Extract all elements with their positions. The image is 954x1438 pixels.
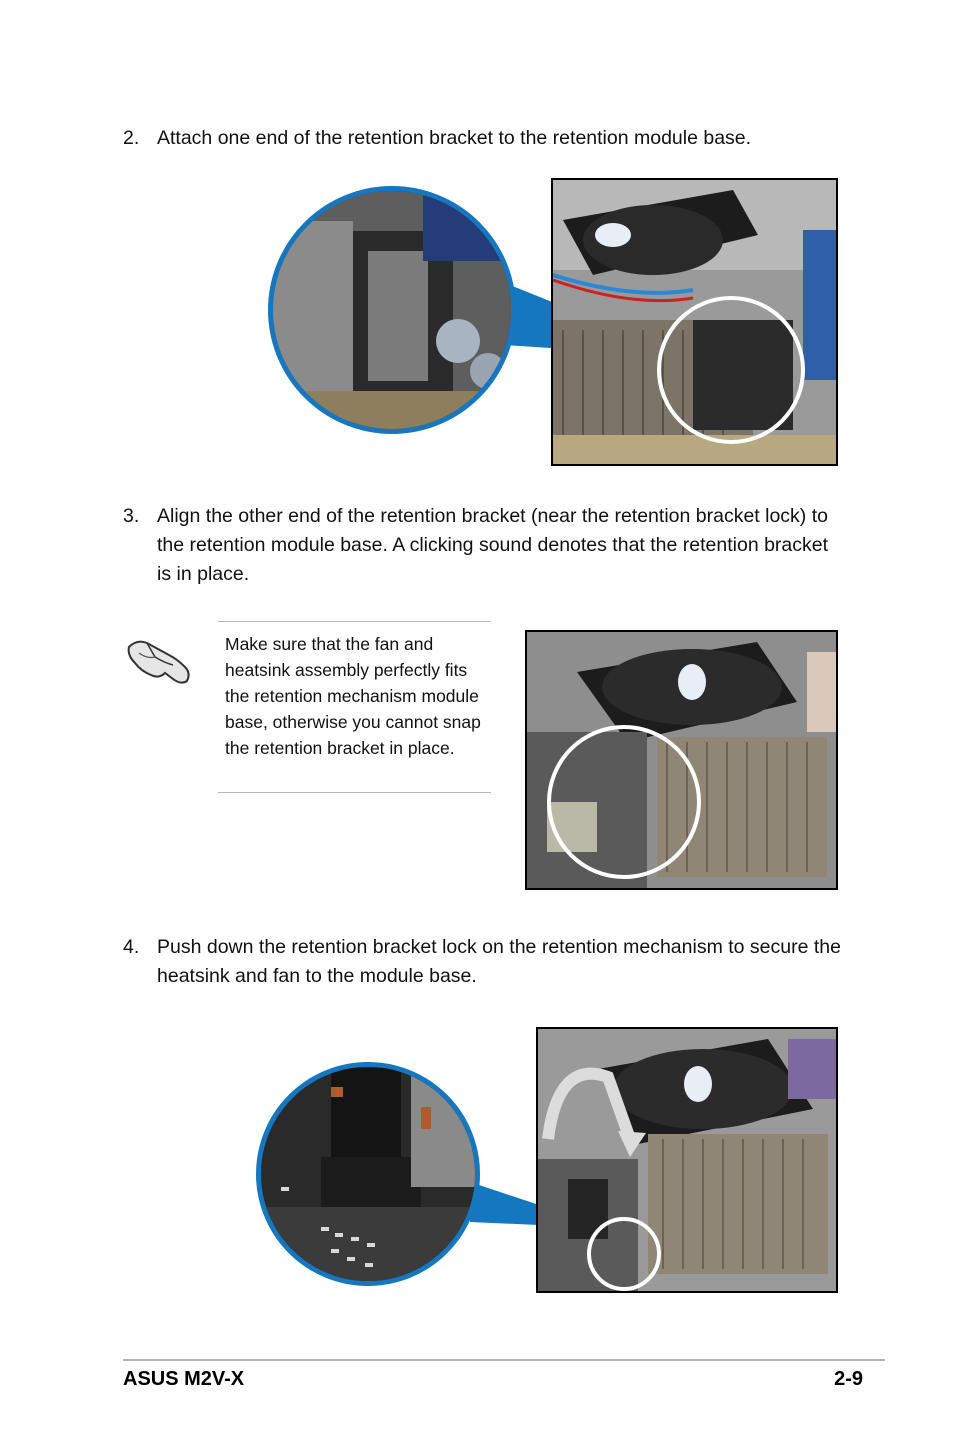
zoom-bracket-lock xyxy=(256,1062,480,1286)
step-2-number: 2. xyxy=(123,127,140,149)
footer-rule xyxy=(123,1359,885,1361)
step-4-number: 4. xyxy=(123,936,140,958)
footer-page-number: 2-9 xyxy=(834,1368,863,1390)
step-4-text: Push down the retention bracket lock on the retention mechanism to secure the heatsink and fan to the module base. xyxy=(157,936,841,987)
step-3-text: Align the other end of the retention bracket (near the retention bracket lock) to the retention module base. A clicking sound denotes that the retention bracket is in place. xyxy=(157,505,829,585)
note-text: Make sure that the fan and heatsink assembly perfectly fits the retention mechanism module base, otherwise you cannot snap the retention bracket in place. xyxy=(225,634,481,758)
footer-product-name: ASUS M2V-X xyxy=(123,1368,245,1390)
step-2-text: Attach one end of the retention bracket to the retention module base. xyxy=(157,127,752,149)
photo-bracket-lock xyxy=(536,1027,838,1293)
step-3-number: 3. xyxy=(123,505,140,527)
